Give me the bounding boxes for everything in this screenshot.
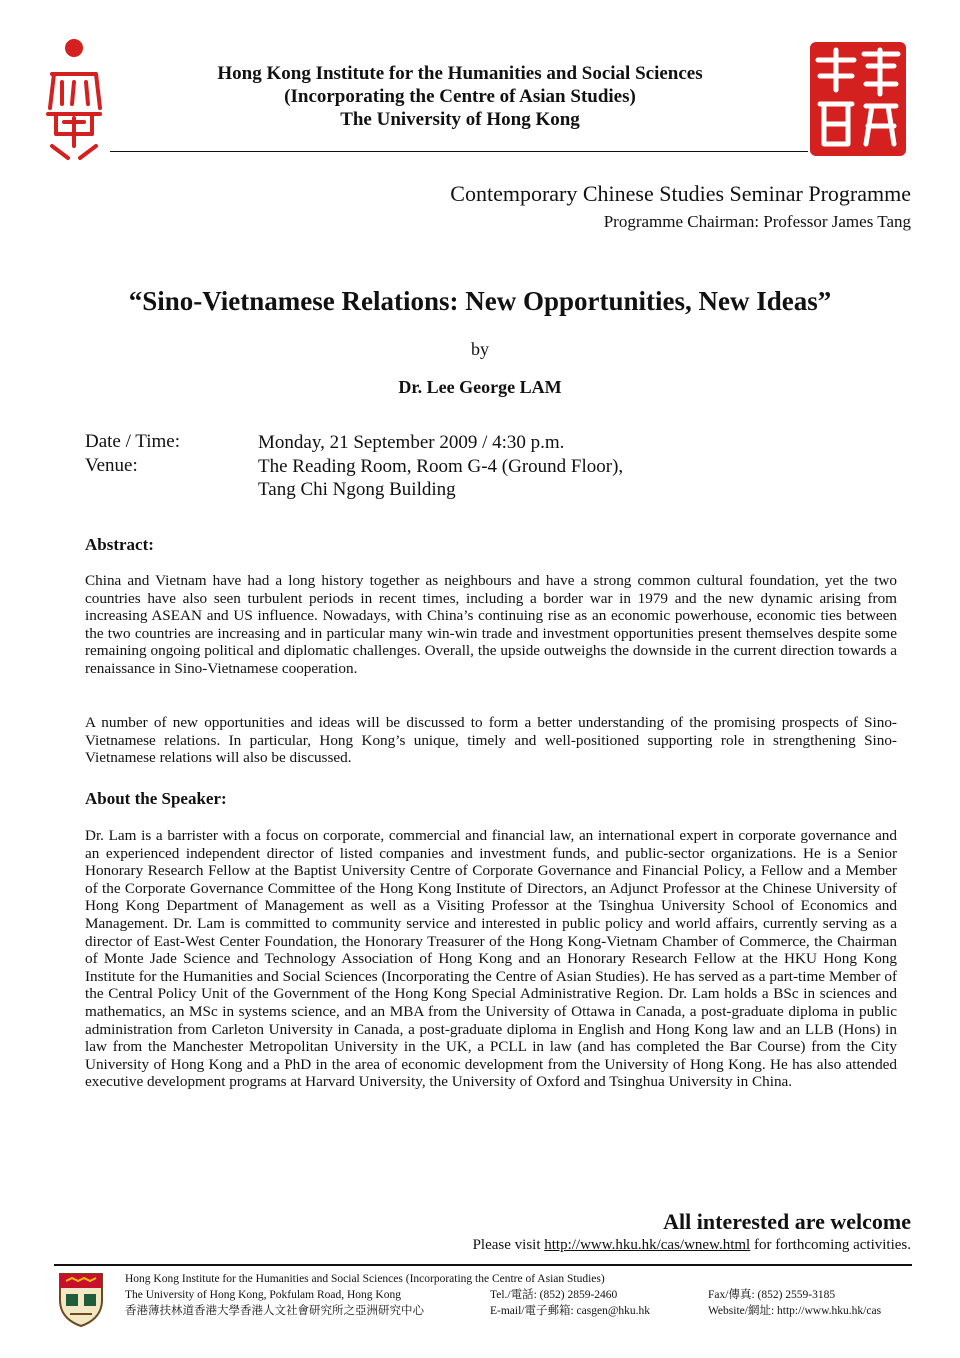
visit-suffix: for forthcoming activities. xyxy=(750,1237,911,1253)
institute-name: Hong Kong Institute for the Humanities and Social Sciences xyxy=(217,63,703,84)
footer-tel: Tel./電話: (852) 2859-2460 xyxy=(490,1289,618,1301)
footer-website[interactable]: Website/網址: http://www.hku.hk/cas xyxy=(708,1305,882,1317)
programme-chairman: Programme Chairman: Professor James Tang xyxy=(603,212,911,231)
footer-fax: Fax/傳真: (852) 2559-3185 xyxy=(708,1289,836,1301)
venue-line: Tang Chi Ngong Building xyxy=(258,479,456,500)
speaker-name: Dr. Lee George LAM xyxy=(398,377,562,397)
university-crest-logo xyxy=(56,1270,106,1328)
footer-divider xyxy=(54,1264,912,1266)
right-seal-logo xyxy=(808,40,908,158)
header-divider xyxy=(110,151,808,152)
footer-institute: Hong Kong Institute for the Humanities and Social Sciences (Incorporating the Centre of Asian Studies) xyxy=(125,1273,605,1285)
seminar-title: “Sino-Vietnamese Relations: New Opportunities, New Ideas” xyxy=(128,286,832,316)
venue-line: The Reading Room, Room G-4 (Ground Floor), xyxy=(258,456,624,477)
date-value: Monday, 21 September 2009 / 4:30 p.m. xyxy=(258,432,565,453)
institute-subtitle: (Incorporating the Centre of Asian Studies) xyxy=(284,86,636,107)
visit-prefix: Please visit xyxy=(472,1237,545,1253)
footer-address-zh: 香港薄扶林道香港大學香港人文社會研究所之亞洲研究中心 xyxy=(125,1305,424,1317)
abstract-paragraph: A number of new opportunities and ideas will be discussed to form a better understanding of the promising prospects of Sino-Vietnamese relations. In particular, Hong Kong’s unique, timely and well-positioned supporting role in strengthening Sino-Vietnamese relations will also be discussed. xyxy=(85,714,897,767)
venue-value xyxy=(258,455,623,501)
visit-note xyxy=(473,1237,911,1254)
welcome-message: All interested are welcome xyxy=(663,1209,911,1234)
left-seal-logo xyxy=(42,38,106,162)
university-name: The University of Hong Kong xyxy=(340,109,580,130)
footer-address-en: The University of Hong Kong, Pokfulam Road, Hong Kong xyxy=(125,1289,401,1301)
programme-name: Contemporary Chinese Studies Seminar Programme xyxy=(450,181,911,206)
abstract-paragraph: China and Vietnam have had a long history together as neighbours and have a strong common cultural foundation, yet the two countries have also seen turbulent periods in recent times, including a border war in 1979 and the new dynamic arising from increasing ASEAN and US influence. Nowadays, with China’s continuing rise as an economic powerhouse, economic ties between the two countries are increasing and in particular many win-win trade and investment opportunities present themselves despite some remaining ongoing political and diplomatic challenges. Overall, the upside outweighs the downside in the current direction towards a renaissance in Sino-Vietnamese cooperation. xyxy=(85,572,897,677)
abstract-heading: Abstract: xyxy=(85,535,154,554)
activities-link[interactable]: http://www.hku.hk/cas/wnew.html xyxy=(544,1237,751,1253)
venue-label: Venue: xyxy=(85,455,138,476)
speaker-bio-paragraph: Dr. Lam is a barrister with a focus on corporate, commercial and financial law, an international expert in corporate governance and an experienced independent director of listed companies and investment funds, and public-sector organizations. He is a Senior Honorary Research Fellow at the Baptist University Centre of Corporate Governance and Financial Policy, a Fellow and a Member of the Corporate Governance Committee of the Hong Kong Institute of Directors, an Adjunct Professor at the Chinese University of Hong Kong Department of Management as well as a Visiting Professor at the Tsinghua University School of Economics and Management. Dr. Lam is committed to community service and interested in public policy and world affairs, currently serving as a director of East-West Center Foundation, the Honorary Treasurer of the Hong Kong-Vietnam Chamber of Commerce, the Chairman of Monte Jade Science and Technology Association of Hong Kong and an Honorary Research Fellow at the HKU Hong Kong Institute for the Humanities and Social Sciences (Incorporating the Centre of Asian Studies). He has served as a part-time Member of the Central Policy Unit of the Government of the Hong Kong Special Administrative Region. Dr. Lam holds a BSc in sciences and mathematics, an MSc in systems science, and an MBA from the University of Ottawa in Canada, a post-graduate diploma in public administration from Carleton University in Canada, a post-graduate diploma in English and Hong Kong law and an LLB (Hons) in law from the Manchester Metropolitan University in the UK, a PCLL in law (and has completed the Bar Course) from the City University of Hong Kong and a PhD in the area of economic development from the University of Hong Kong. He has also attended executive development programs at Harvard University, the University of Oxford and Tsinghua University in China. xyxy=(85,827,897,1091)
date-label: Date / Time: xyxy=(85,431,181,452)
speaker-heading: About the Speaker: xyxy=(85,789,227,808)
institute-header xyxy=(110,62,810,131)
by-label: by xyxy=(471,339,489,359)
footer-email[interactable]: E-mail/電子郵箱: casgen@hku.hk xyxy=(490,1305,651,1317)
